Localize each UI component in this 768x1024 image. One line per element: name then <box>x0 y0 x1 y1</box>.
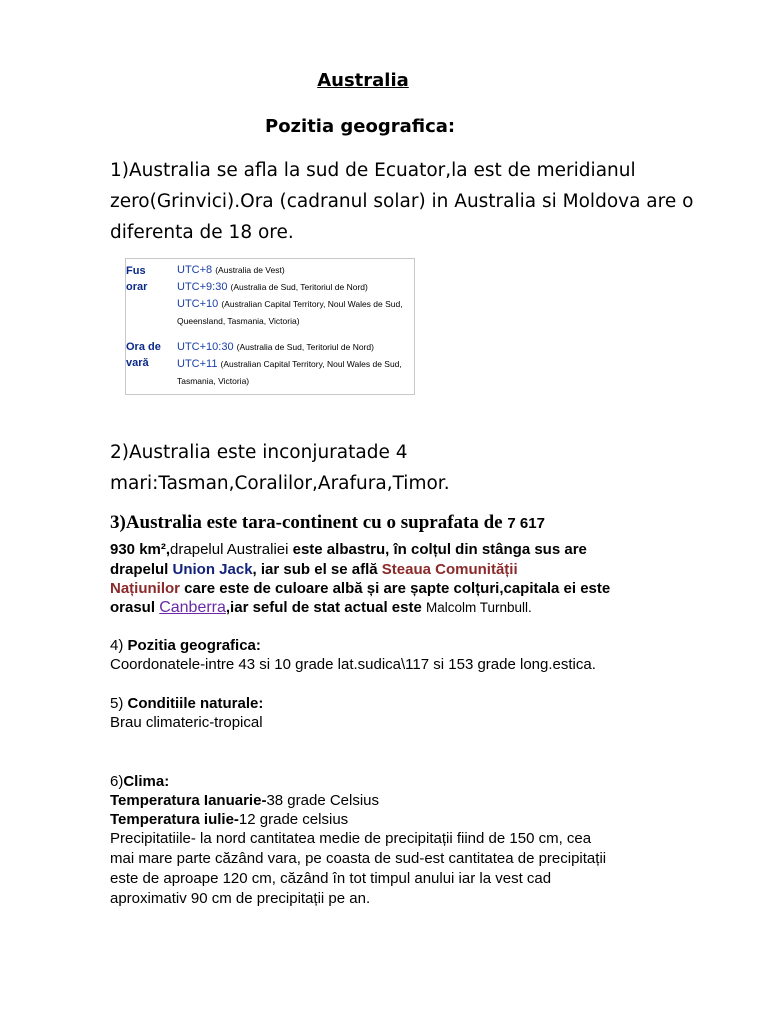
precip-line: aproximativ 90 cm de precipitații pe an. <box>110 890 371 907</box>
precip-line: mai mare parte căzând vara, pe coasta de sud-est cantitatea de precipitații <box>110 850 607 867</box>
fus-label-2: orar <box>126 281 148 293</box>
under-text: , iar sub el se află <box>252 561 382 578</box>
tz-region: (Australia de Sud, Teritoriul de Nord) <box>236 342 374 352</box>
precip-line: Precipitatiile- la nord cantitatea medie de precipitații fiind de 150 cm, cea <box>110 830 592 847</box>
july-label: Temperatura iulie- <box>110 811 239 828</box>
tz-row <box>177 296 417 330</box>
paragraph-3-head-text: 3)Australia este tara-continent cu o suprafata de <box>110 512 503 533</box>
section-6-title: Clima: <box>123 773 170 790</box>
paragraph-3-line-4 <box>110 579 610 598</box>
fus-label-1: Fus <box>126 265 146 277</box>
head-of-state-text: ,iar seful de stat actual este <box>225 599 426 616</box>
city-word: orasul <box>110 599 160 616</box>
section-subtitle: Pozitia geografica: <box>265 116 456 137</box>
tz-row <box>177 339 417 356</box>
tz-row <box>177 356 417 390</box>
january-label: Temperatura Ianuarie- <box>110 792 267 809</box>
paragraph-3-line-3 <box>110 560 518 579</box>
section-4-text: Coordonatele-intre 43 si 10 grade lat.sudica\117 si 153 grade long.estica. <box>110 656 596 673</box>
tz-utc-link[interactable]: UTC+11 <box>177 358 218 370</box>
tz-region: (Australia de Sud, Teritoriul de Nord) <box>230 282 368 292</box>
star-desc: care este de culoare albă și are șapte colțuri,capitala ei este <box>180 580 611 597</box>
union-jack-link[interactable]: Union Jack <box>172 561 253 578</box>
star-link-part2[interactable]: Națiunilor <box>110 580 180 597</box>
page-title: Australia <box>317 70 409 91</box>
section-4-heading <box>110 636 261 655</box>
dst-label-2: vară <box>126 357 149 369</box>
flag-text: drapelul Australiei <box>170 541 289 558</box>
tz-region: (Australia de Vest) <box>215 265 285 275</box>
tz-utc-link[interactable]: UTC+8 <box>177 264 213 276</box>
tz-region: (Australian Capital Territory, Noul Wales de Sud, Queensland, Tasmania, Victoria) <box>177 299 403 326</box>
dst-label-1: Ora de <box>126 341 161 353</box>
timezone-table <box>125 258 415 395</box>
precip-line: este de aproape 120 cm, căzând în tot timpul anului iar la vest cad <box>110 870 552 887</box>
section-4-num: 4) <box>110 637 128 654</box>
paragraph-2: 2)Australia este inconjuratade 4 mari:Tasman,Coralilor,Arafura,Timor. <box>110 442 450 494</box>
tz-utc-link[interactable]: UTC+10 <box>177 298 219 310</box>
area-unit: 930 km², <box>110 541 171 558</box>
section-5-heading <box>110 694 263 713</box>
section-5-title: Conditiile naturale: <box>127 695 264 712</box>
canberra-link[interactable]: Canberra <box>159 599 226 616</box>
paragraph-3-line-5 <box>110 598 532 617</box>
area-number: 7 617 <box>507 515 545 532</box>
tz-row <box>177 279 417 296</box>
section-5-text: Brau climateric-tropical <box>110 714 263 731</box>
paragraph-3-line-2 <box>110 540 587 559</box>
section-5-num: 5) <box>110 695 128 712</box>
january-temp <box>110 791 379 810</box>
pm-name: Malcolm Turnbull. <box>425 600 532 615</box>
tz-utc-link[interactable]: UTC+9:30 <box>177 281 228 293</box>
tz-row <box>177 262 417 279</box>
tz-utc-link[interactable]: UTC+10:30 <box>177 341 234 353</box>
flag-word: drapelul <box>110 561 173 578</box>
section-6-num: 6) <box>110 773 124 790</box>
january-value: 38 grade Celsius <box>266 792 380 809</box>
star-link-part1[interactable]: Steaua Comunității <box>381 561 518 578</box>
tz-region: (Australian Capital Territory, Noul Wales de Sud, Tasmania, Victoria) <box>177 359 402 386</box>
section-4-title: Pozitia geografica: <box>127 637 261 654</box>
july-value: 12 grade celsius <box>238 811 349 828</box>
paragraph-1: 1)Australia se afla la sud de Ecuator,la est de meridianul zero(Grinvici).Ora (cadranul solar) in Australia si Moldova are o diferenta de 18 ore. <box>110 160 694 243</box>
paragraph-3-heading <box>110 512 545 534</box>
july-temp <box>110 810 348 829</box>
section-6-heading <box>110 772 169 791</box>
flag-desc: este albastru, în colțul din stânga sus are <box>288 541 587 558</box>
